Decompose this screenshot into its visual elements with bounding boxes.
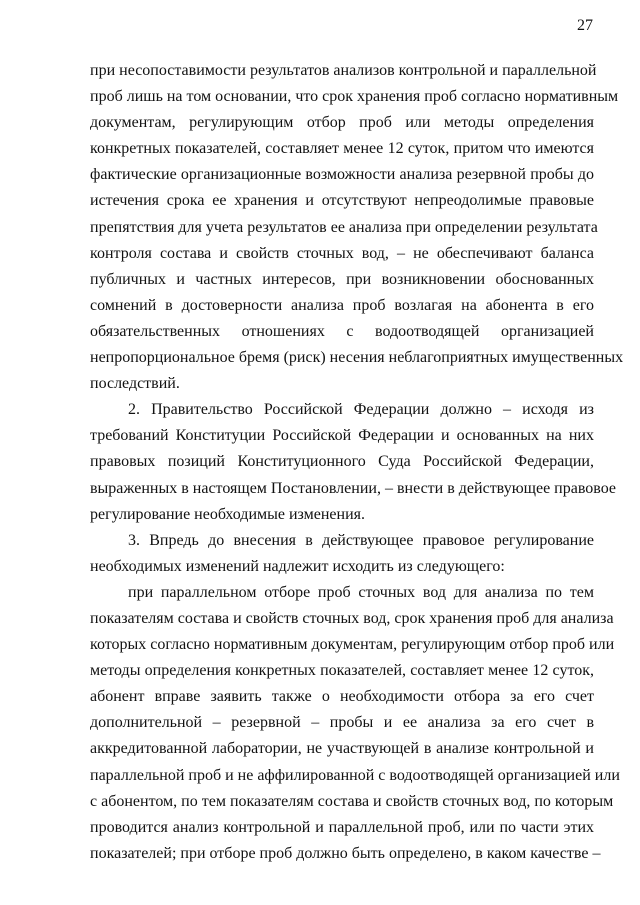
text-line: с абонентом, по тем показателям состава и свойств сточных вод, по которым	[90, 792, 614, 810]
text-line: обязательственных отношениях с водоотводящей организацией	[90, 322, 594, 340]
text-line: выраженных в настоящем Постановлении, – внести в действующее правовое	[90, 479, 617, 497]
text-line: контроля состава и свойств сточных вод, – не обеспечивают баланса	[90, 244, 594, 262]
text-line: правовых позиций Конституционного Суда Российской Федерации,	[90, 453, 594, 471]
text-line: конкретных показателей, составляет менее 12 суток, притом что имеются	[90, 140, 594, 158]
paragraph	[90, 580, 620, 867]
text-line: аккредитованной лаборатории, не участвующей в анализе контрольной и	[90, 740, 594, 758]
text-line: публичных и частных интересов, при возникновении обоснованных	[90, 270, 594, 288]
text-line: проводится анализ контрольной и параллельной проб, или по части этих	[90, 818, 594, 836]
text-line: регулирование необходимые изменения.	[90, 505, 366, 523]
text-line: дополнительной – резервной – пробы и ее анализа за его счет в	[90, 714, 594, 732]
text-line: последствий.	[90, 375, 180, 393]
text-line: 3. Впредь до внесения в действующее правовое регулирование	[128, 531, 594, 549]
text-line: требований Конституции Российской Федерации и основанных на них	[90, 427, 594, 445]
text-line: документам, регулирующим отбор проб или методы определения	[90, 114, 594, 132]
text-line: проб лишь на том основании, что срок хранения проб согласно нормативным	[90, 88, 619, 106]
text-line: показателей; при отборе проб должно быть определено, в каком качестве –	[90, 844, 601, 862]
paragraph	[90, 58, 624, 397]
text-line: препятствия для учета результатов ее анализа при определении результата	[90, 218, 598, 236]
text-line: показателям состава и свойств сточных вод, срок хранения проб для анализа	[90, 609, 614, 627]
text-line: истечения срока ее хранения и отсутствуют непреодолимые правовые	[90, 192, 594, 210]
page-number: 27	[577, 17, 593, 34]
document-body	[90, 58, 624, 867]
text-line: при несопоставимости результатов анализов контрольной и параллельной	[90, 62, 597, 79]
text-line: 2. Правительство Российской Федерации должно – исходя из	[128, 401, 594, 419]
text-line: фактические организационные возможности анализа резервной пробы до	[90, 166, 594, 184]
text-line: параллельной проб и не аффилированной с водоотводящей организацией или	[90, 766, 620, 784]
paragraph	[90, 397, 617, 527]
text-line: необходимых изменений надлежит исходить из следующего:	[90, 557, 505, 575]
text-line: сомнений в достоверности анализа проб возлагая на абонента в его	[90, 296, 594, 314]
text-line: которых согласно нормативным документам, регулирующим отбор проб или	[90, 636, 615, 654]
text-line: при параллельном отборе проб сточных вод для анализа по тем	[128, 583, 594, 601]
text-line: непропорциональное бремя (риск) несения неблагоприятных имущественных	[90, 349, 624, 367]
text-line: абонент вправе заявить также о необходимости отбора за его счет	[90, 688, 594, 706]
paragraph	[90, 528, 594, 580]
text-line: методы определения конкретных показателей, составляет менее 12 суток,	[90, 662, 594, 680]
